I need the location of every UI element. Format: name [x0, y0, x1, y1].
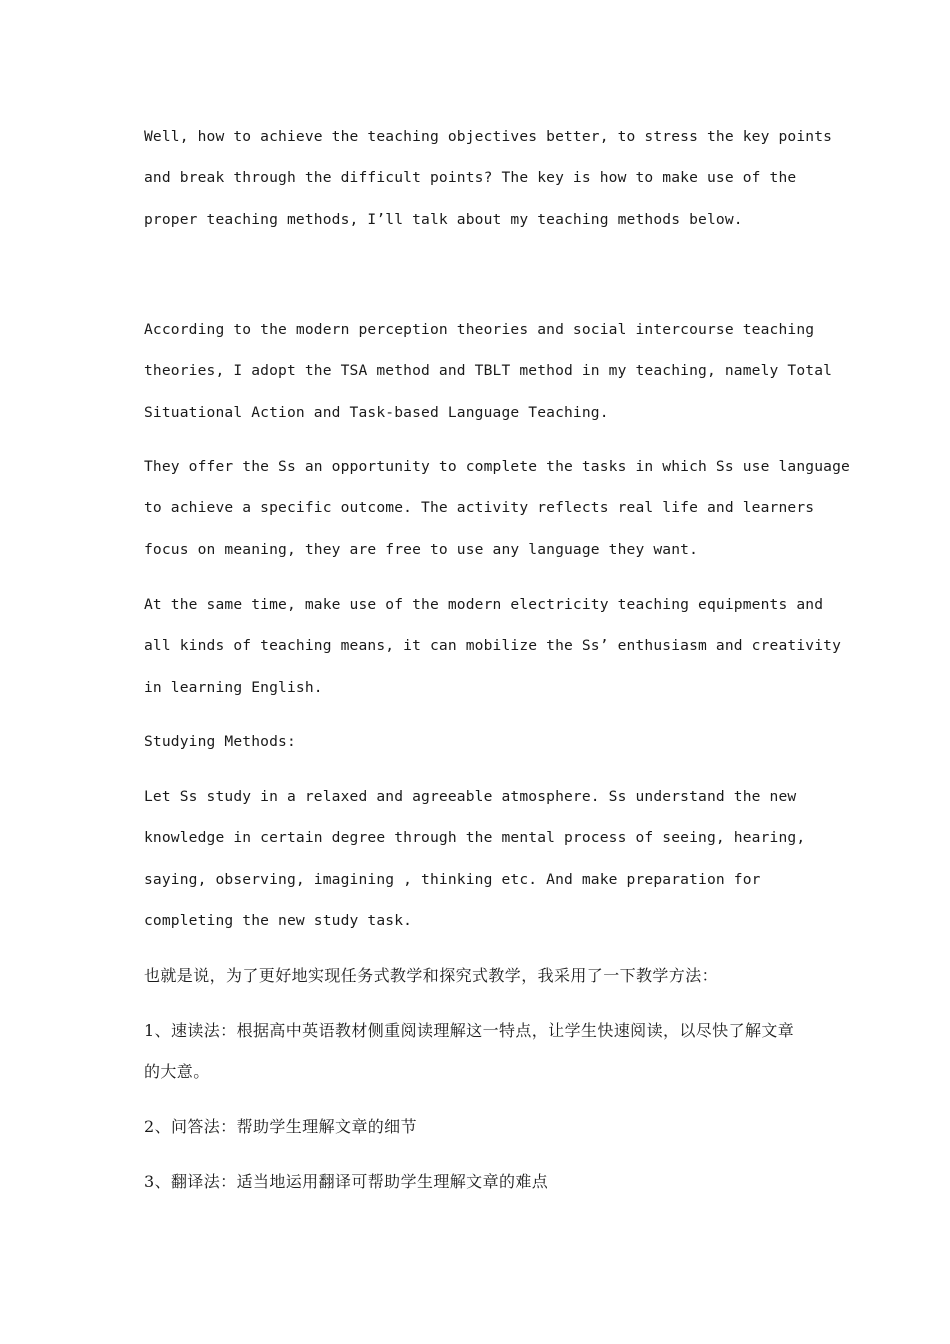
text-line: knowledge in certain degree through the mental process of seeing, hearing, — [144, 829, 806, 847]
text-line: 也就是说，为了更好地实现任务式教学和探究式教学，我采用了一下教学方法： — [144, 966, 719, 985]
list-item-translation — [144, 1161, 824, 1202]
text-line: Situational Action and Task-based Language Teaching. — [144, 403, 609, 421]
paragraph-opportunity — [144, 446, 850, 570]
text-line: in learning English. — [144, 678, 323, 696]
text-line: and break through the difficult points? The key is how to make use of the — [144, 169, 797, 187]
text-line: Well, how to achieve the teaching objectives better, to stress the key points — [144, 128, 833, 145]
text-line: Studying Methods: — [144, 733, 296, 750]
text-line: focus on meaning, they are free to use any language they want. — [144, 540, 699, 558]
text-line: 1、速读法：根据高中英语教材侧重阅读理解这一特点，让学生快速阅读，以尽快了解文章 — [144, 1021, 795, 1040]
list-item-question-answer — [144, 1106, 824, 1147]
heading-studying-methods — [144, 721, 824, 762]
text-line: to achieve a specific outcome. The activity reflects real life and learners — [144, 499, 815, 517]
text-line: According to the modern perception theories and social intercourse teaching — [144, 321, 815, 338]
text-line: saying, observing, imagining , thinking etc. And make preparation for — [144, 870, 761, 888]
text-line: 2、问答法：帮助学生理解文章的细节 — [144, 1117, 417, 1136]
text-line: theories, I adopt the TSA method and TBLT method in my teaching, namely Total — [144, 362, 833, 380]
text-line: proper teaching methods, I’ll talk about my teaching methods below. — [144, 210, 743, 228]
text-line: all kinds of teaching means, it can mobilize the Ss’ enthusiasm and creativity — [144, 637, 842, 655]
paragraph-teaching-objectives — [144, 116, 833, 240]
text-line: They offer the Ss an opportunity to complete the tasks in which Ss use language — [144, 458, 850, 475]
text-line: completing the new study task. — [144, 911, 413, 929]
text-line: 3、翻译法：适当地运用翻译可帮助学生理解文章的难点 — [144, 1172, 549, 1191]
paragraph-relaxed-atmosphere — [144, 776, 824, 941]
paragraph-theories — [144, 309, 833, 433]
list-item-speed-reading — [144, 1010, 824, 1093]
text-line: At the same time, make use of the modern electricity teaching equipments and — [144, 596, 824, 613]
text-line: 的大意。 — [144, 1062, 210, 1082]
text-line: Let Ss study in a relaxed and agreeable atmosphere. Ss understand the new — [144, 788, 797, 805]
paragraph-chinese-intro — [144, 955, 824, 996]
paragraph-equipment — [144, 584, 842, 708]
